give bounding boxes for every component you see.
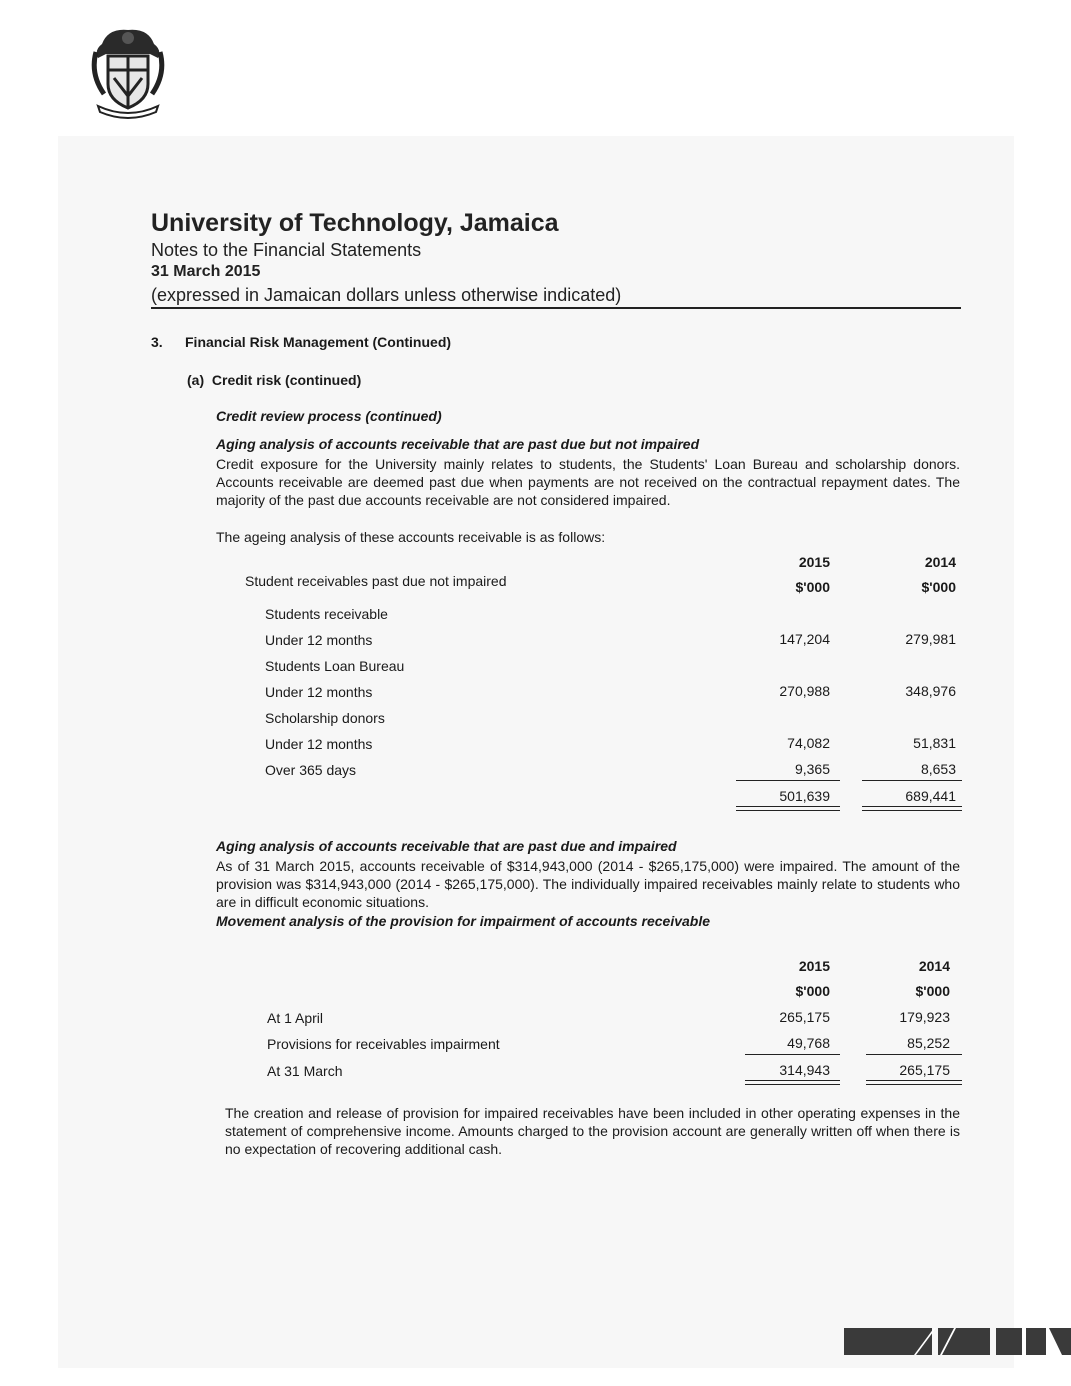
aging-impaired-heading: Aging analysis of accounts receivable that are past due and impaired [216,838,677,854]
t1-total-2015: 501,639 [779,788,830,804]
t1-table-label: Student receivables past due not impaired [245,573,507,589]
t1-row-value-2015: 270,988 [779,683,830,699]
t1-subtotal-rule-2014 [862,780,962,781]
t2-row-value-2014: 85,252 [907,1035,950,1051]
t1-row-label: Students Loan Bureau [265,658,405,674]
closing-paragraph: The creation and release of provision for impaired receivables have been included in other operating expenses in the statement of comprehensive income. Amounts charged to the provision account are generally written off when there is no expectation of recovering additional cash. [225,1105,960,1157]
t1-row-label: Under 12 months [265,736,373,752]
section-number: 3. [151,334,163,350]
t1-subtotal-rule-2015 [736,780,840,781]
t1-col-unit-2015: $'000 [795,579,830,595]
report-date: 31 March 2015 [151,263,261,280]
header-divider [151,307,961,309]
university-crest-logo [88,24,168,120]
t1-total-rule-2014 [862,806,962,811]
t2-row-label: Provisions for receivables impairment [267,1036,500,1052]
t1-col-year-2014: 2014 [924,554,956,570]
t2-subtotal-rule-2014 [866,1054,962,1055]
t1-row-value-2014: 279,981 [905,631,956,647]
decorative-corner-stripes [844,1328,1071,1355]
t2-row-label: At 1 April [267,1010,324,1026]
report-subtitle: Notes to the Financial Statements [151,240,422,260]
t1-row-value-2015: 74,082 [787,735,830,751]
page-sheet [58,136,1014,1368]
report-title: University of Technology, Jamaica [151,209,559,237]
section-title: Financial Risk Management (Continued) [185,334,452,350]
t1-row-label: Under 12 months [265,684,373,700]
t2-col-unit-2014: $'000 [915,983,950,999]
t2-total-rule-2015 [745,1080,840,1085]
t1-col-year-2015: 2015 [798,554,830,570]
t2-row-value-2014: 265,175 [899,1062,950,1078]
t1-row-value-2014: 348,976 [905,683,956,699]
t1-total-rule-2015 [736,806,840,811]
subsection-title: (a) Credit risk (continued) [187,372,362,388]
aging-impaired-paragraph: As of 31 March 2015, accounts receivable of $314,943,000 (2014 - $265,175,000) were impaired. The amount of the provision was $314,943,000 (2014 - $265,175,000). The individually impaired receivables mainly relate to students who are in difficult economic situations. [216,858,960,910]
t2-subtotal-rule-2015 [745,1054,840,1055]
t2-col-unit-2015: $'000 [795,983,830,999]
aging-not-impaired-paragraph: Credit exposure for the University mainly relates to students, the Students' Loan Bureau and scholarship donors. Accounts receivable are deemed past due when payments are not received on the contractual repayment dates. The majority of the past due accounts receivable are not considered impaired. [216,456,960,508]
t1-col-unit-2014: $'000 [921,579,956,595]
t2-row-value-2014: 179,923 [899,1009,950,1025]
t2-row-value-2015: 314,943 [779,1062,830,1078]
aging-intro: The ageing analysis of these accounts receivable is as follows: [216,529,606,545]
t2-row-value-2015: 49,768 [787,1035,830,1051]
t2-row-value-2015: 265,175 [779,1009,830,1025]
t1-total-2014: 689,441 [905,788,956,804]
t2-col-year-2015: 2015 [798,958,830,974]
movement-heading: Movement analysis of the provision for impairment of accounts receivable [216,913,711,929]
t2-row-label: At 31 March [267,1063,343,1079]
t1-row-label: Over 365 days [265,762,357,778]
subheading: Credit review process (continued) [216,408,442,424]
t1-row-label: Students receivable [265,606,388,622]
t1-row-value-2015: 147,204 [779,631,830,647]
t1-row-label: Scholarship donors [265,710,385,726]
report-basis: (expressed in Jamaican dollars unless otherwise indicated) [151,285,622,305]
t1-row-value-2014: 51,831 [913,735,956,751]
t1-row-value-2014: 8,653 [920,761,956,777]
t1-row-value-2015: 9,365 [794,761,830,777]
t2-total-rule-2014 [866,1080,962,1085]
t2-col-year-2014: 2014 [918,958,950,974]
aging-not-impaired-heading: Aging analysis of accounts receivable that are past due but not impaired [216,436,700,452]
t1-row-label: Under 12 months [265,632,373,648]
